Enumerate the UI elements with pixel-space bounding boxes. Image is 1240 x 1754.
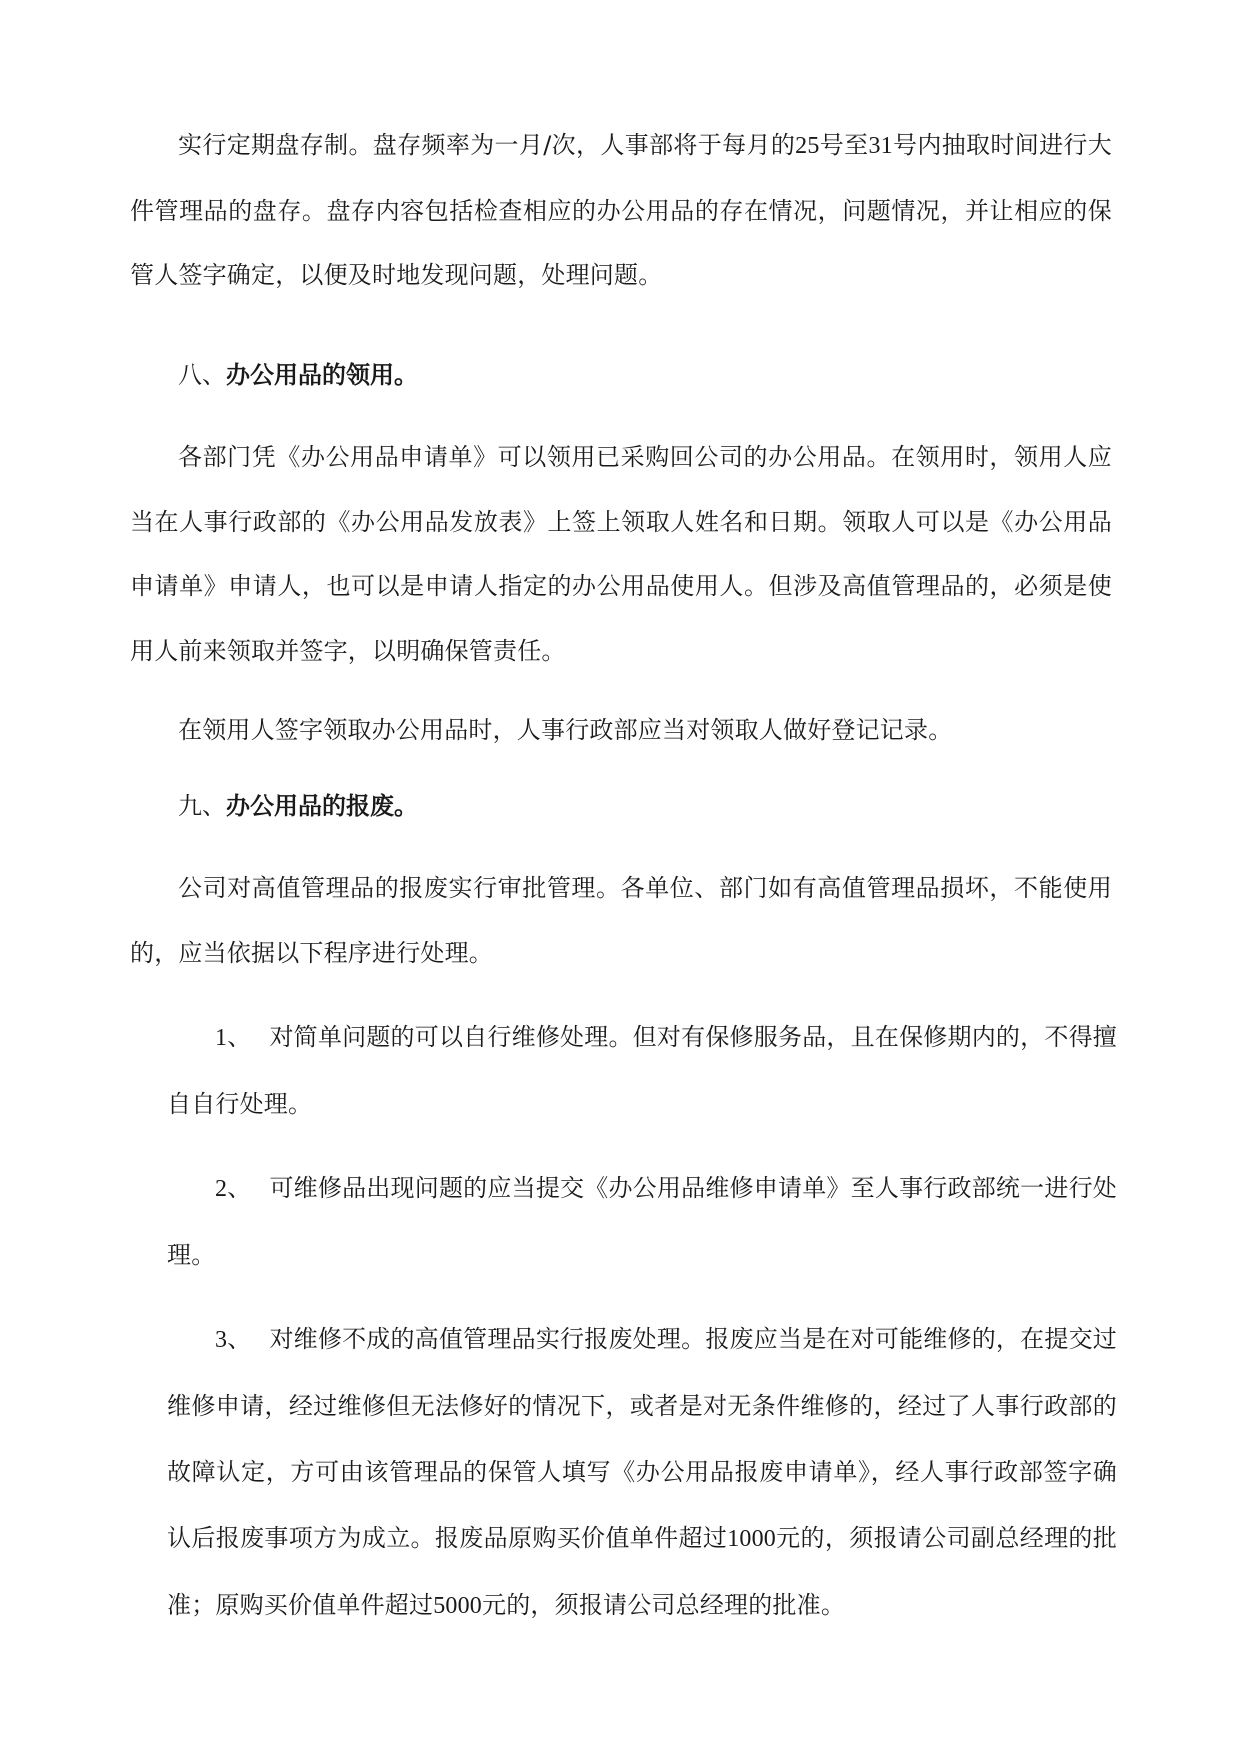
- section-title: 办公用品的领用。: [226, 361, 418, 389]
- paragraph-collect-2: 在领用人签字领取办公用品时，人事行政部应当对领取人做好登记记录。: [178, 716, 953, 744]
- section-heading-9: [130, 786, 1112, 826]
- list-item-amount: 5000: [433, 1593, 483, 1619]
- section-title: 办公用品的报废。: [226, 792, 418, 820]
- paragraph-text: 号至: [819, 131, 869, 159]
- paragraph-text: 实行定期盘存制。盘存频率为一月/次，人事部将于每月的: [178, 131, 796, 159]
- list-item-text: 对简单问题的可以自行维修处理。但对有保修服务品，且在保修期内的，不得擅自自行处理。: [167, 1023, 1117, 1118]
- list-item-number: 2、: [215, 1176, 252, 1202]
- list-item-amount: 1000: [727, 1526, 776, 1552]
- list-item: [167, 1155, 1117, 1288]
- section-number: 九、: [178, 792, 226, 820]
- section-heading-8: [130, 355, 1112, 395]
- list-item-text: 对维修不成的高值管理品实行报废处理。报废应当是在对可能维修的，在提交过维修申请，经过维修但无法修好的情况下，或者是对无条件维修的，经过了人事行政部的故障认定，方可由该管理品的保管人填写《办公用品报废申请单》，经人事行政部签字确认后报废事项方为成立。报废品原购买价值单件超过: [167, 1325, 1117, 1552]
- paragraph-number: 31: [868, 133, 893, 159]
- paragraph-text: 号内抽取时间进行大件管理品的盘存。盘存内容包括检查相应的办公用品的存在情况，问题情况，并让相应的保管人签字确定，以便及时地发现问题，处理问题。: [130, 131, 1112, 289]
- list-item-text: 元的，须报请公司总经理的批准。: [482, 1591, 846, 1619]
- section-number: 八、: [178, 361, 226, 389]
- list-item-text: 元的，须报请公司副总经理的批准；原购买价值单件超过: [167, 1524, 1117, 1619]
- paragraph-inventory: [130, 113, 1112, 308]
- list-item: [167, 1306, 1117, 1639]
- paragraph-scrap-intro: 公司对高值管理品的报废实行审批管理。各单位、部门如有高值管理品损坏，不能使用的，应当依据以下程序进行处理。: [130, 874, 1112, 967]
- list-item-text: 可维修品出现问题的应当提交《办公用品维修申请单》至人事行政部统一进行处理。: [167, 1174, 1117, 1269]
- list-item-number: 3、: [215, 1327, 252, 1353]
- paragraph-number: 25: [795, 133, 820, 159]
- paragraph-collect-1: 各部门凭《办公用品申请单》可以领用已采购回公司的办公用品。在领用时，领用人应当在人事行政部的《办公用品发放表》上签上领取人姓名和日期。领取人可以是《办公用品申请单》申请人，也可以是申请人指定的办公用品使用人。但涉及高值管理品的，必须是使用人前来领取并签字，以明确保管责任。: [130, 443, 1112, 665]
- list-item: [167, 1004, 1117, 1137]
- list-item-number: 1、: [215, 1025, 252, 1051]
